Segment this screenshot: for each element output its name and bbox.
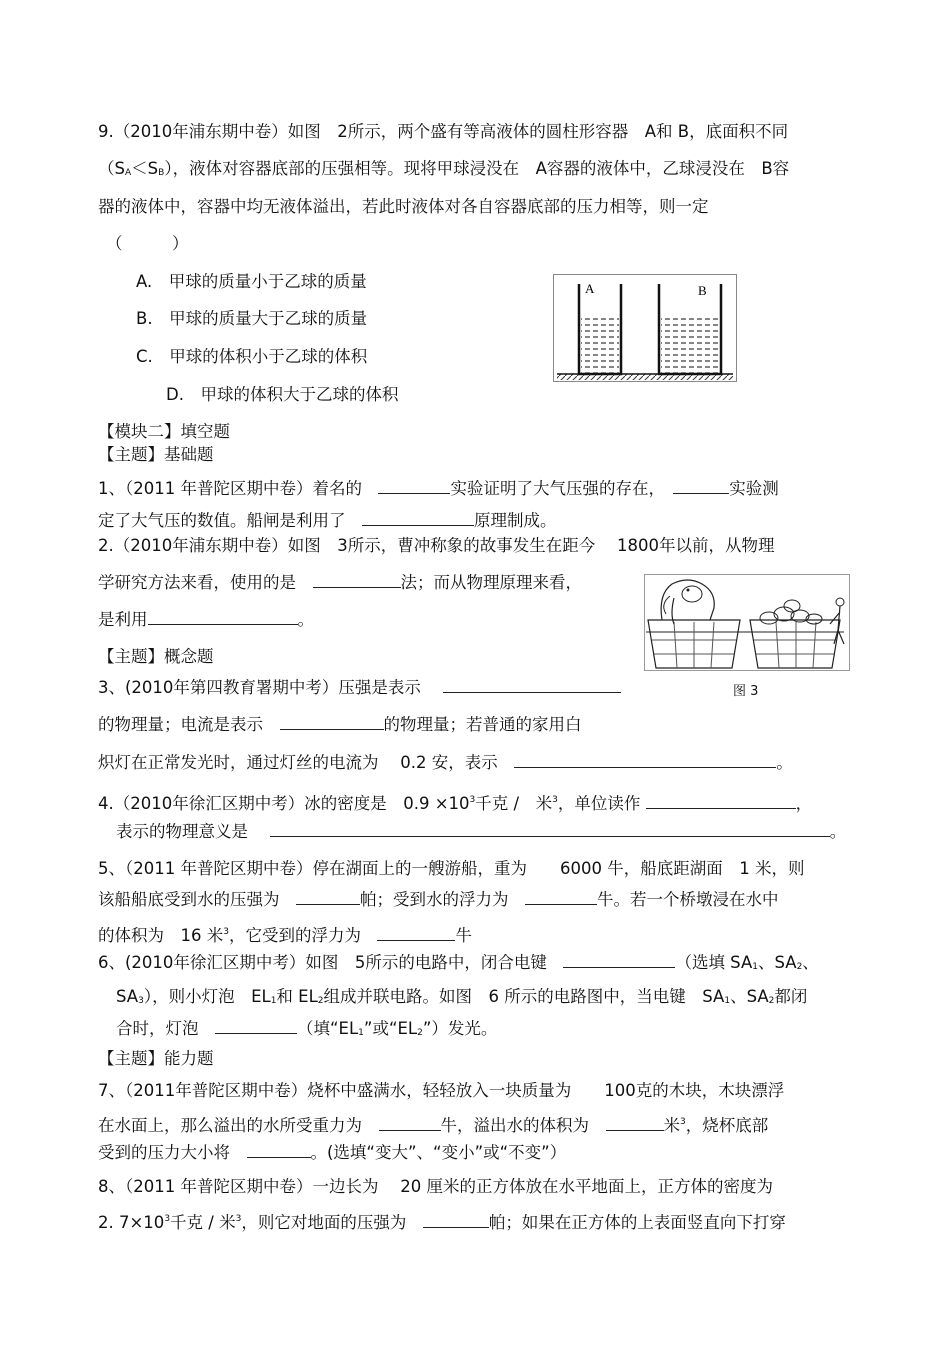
blank[interactable] [215,1018,297,1034]
blank[interactable] [443,677,621,693]
boat-left [648,620,740,668]
module-heading: 【模块二】填空题 [98,422,230,441]
container-b-label: B [698,283,707,298]
q2-line-3: 是利用 。 [98,610,314,629]
q2-line-2: 学研究方法来看，使用的是 法；而从物理原理来看， [98,573,582,592]
blank[interactable] [296,889,360,905]
q1-line-2: 定了大气压的数值。船闸是利用了 原理制成。 [98,511,557,530]
q9-option-c: C. 甲球的体积小于乙球的体积 [136,347,368,366]
q8-line-2: 2. $7\times 10^3$千克 / 米$^3$，则它对地面的压强为 帕；如果在正方体的上表面竖直向下打穿 [98,1213,786,1232]
q7-line-2: 在水面上，那么溢出的水所受重力为 牛，溢出水的体积为 米$^3$，烧杯底部 [98,1116,769,1135]
q9-line-2: $(S_A<S_B)$，液体对容器底部的压强相等。现将甲球浸没在 A容器的液体中，乙球浸没在 B容 [98,159,790,178]
topic-ability-heading: 【主题】能力题 [98,1049,214,1068]
q5-line-2: 该船船底受到水的压强为 帕；受到水的浮力为 牛。若一个桥墩浸在水中 [98,890,779,909]
figure-3-illustration [644,574,851,672]
container-b [659,284,721,374]
blank[interactable] [379,1115,441,1131]
q8-line-1: 8、（2011 年普陀区期中卷）一边长为 20 厘米的正方体放在水平地面上，正方体的密度为 [98,1177,773,1196]
q1-line-1: 1、（2011 年普陀区期中卷）着名的 实验证明了大气压强的存在， 实验测 [98,479,779,498]
q3-line-1: 3、(2010年第四教育署期中考）压强是表示 [98,677,621,699]
blank[interactable] [423,1212,489,1228]
elephant-icon [661,580,714,624]
blank[interactable] [525,889,597,905]
blank[interactable] [247,1142,311,1158]
q9-line-1: 9.（2010年浦东期中卷）如图 2所示，两个盛有等高液体的圆柱形容器 A和 B，底面积不同 [98,122,789,141]
q6-line-1: 6、(2010年徐汇区期中考）如图 5所示的电路中，闭合电键 （选填 $SA_1$、$SA_2$、 [98,953,819,972]
q3-line-3: 炽灯在正常发光时，通过灯丝的电流为 0.2 安，表示 。 [98,753,793,772]
blank[interactable] [378,478,450,494]
q9-answer-paren: （ ） [106,234,189,253]
blank[interactable] [673,478,729,494]
container-a-label: A [585,281,595,296]
blank[interactable] [362,510,474,526]
blank[interactable] [377,925,455,941]
blank[interactable] [148,609,298,625]
blank[interactable] [270,821,830,837]
q5-line-3: 的体积为 16 米$^3$，它受到的浮力为 牛 [98,926,472,945]
q4-line-1: 4.（2010年徐汇区期中考）冰的密度是 $0.9 \times 10^3$千克 / 米$^3$，单位读作 ， [98,794,813,813]
figure-2-containers [553,274,738,384]
q5-line-1: 5、（2011 年普陀区期中卷）停在湖面上的一艘游船，重为 6000 牛，船底距湖面 1 米，则 [98,859,805,878]
boat-right [750,620,840,668]
blank[interactable] [280,714,384,730]
q6-line-3: 合时，灯泡 （填“$EL_1$”或“$EL_2$”）发光。 [116,1019,498,1038]
topic-basic-heading: 【主题】基础题 [98,445,214,464]
blank[interactable] [514,752,776,768]
blank[interactable] [606,1115,664,1131]
q9-line-3: 器的液体中，容器中均无液体溢出，若此时液体对各自容器底部的压力相等，则一定 [98,197,709,216]
topic-concept-heading: 【主题】概念题 [98,647,214,666]
q2-line-1: 2.（2010年浦东期中卷）如图 3所示，曹冲称象的故事发生在距今 1800年以前，从物理 [98,536,775,555]
blank[interactable] [563,952,675,968]
q4-line-2: 表示的物理意义是 。 [116,822,847,841]
q7-line-1: 7、（2011年普陀区期中卷）烧杯中盛满水，轻轻放入一块质量为 100克的木块，木块漂浮 [98,1081,785,1100]
q3-line-2: 的物理量；电流是表示 的物理量；若普通的家用白 [98,715,582,734]
blank[interactable] [646,793,796,809]
q7-line-3: 受到的压力大小将 。(选填“变大”、“变小”或“不变”） [98,1143,567,1162]
q6-line-2: $SA_3$），则小灯泡 $EL_1$和 $EL_2$组成并联电路。如图 6 所示的电路图中，当电键 $SA_1$、$SA_2$都闭 [116,987,808,1006]
q9-option-b: B. 甲球的质量大于乙球的质量 [136,309,368,328]
q9-option-a: A. 甲球的质量小于乙球的质量 [136,272,367,291]
q9-option-d: D. 甲球的体积大于乙球的体积 [166,385,399,404]
container-a [579,284,621,374]
blank[interactable] [313,572,401,588]
figure-3-caption: 图 3 [733,684,759,699]
ground-hatch [557,374,733,380]
